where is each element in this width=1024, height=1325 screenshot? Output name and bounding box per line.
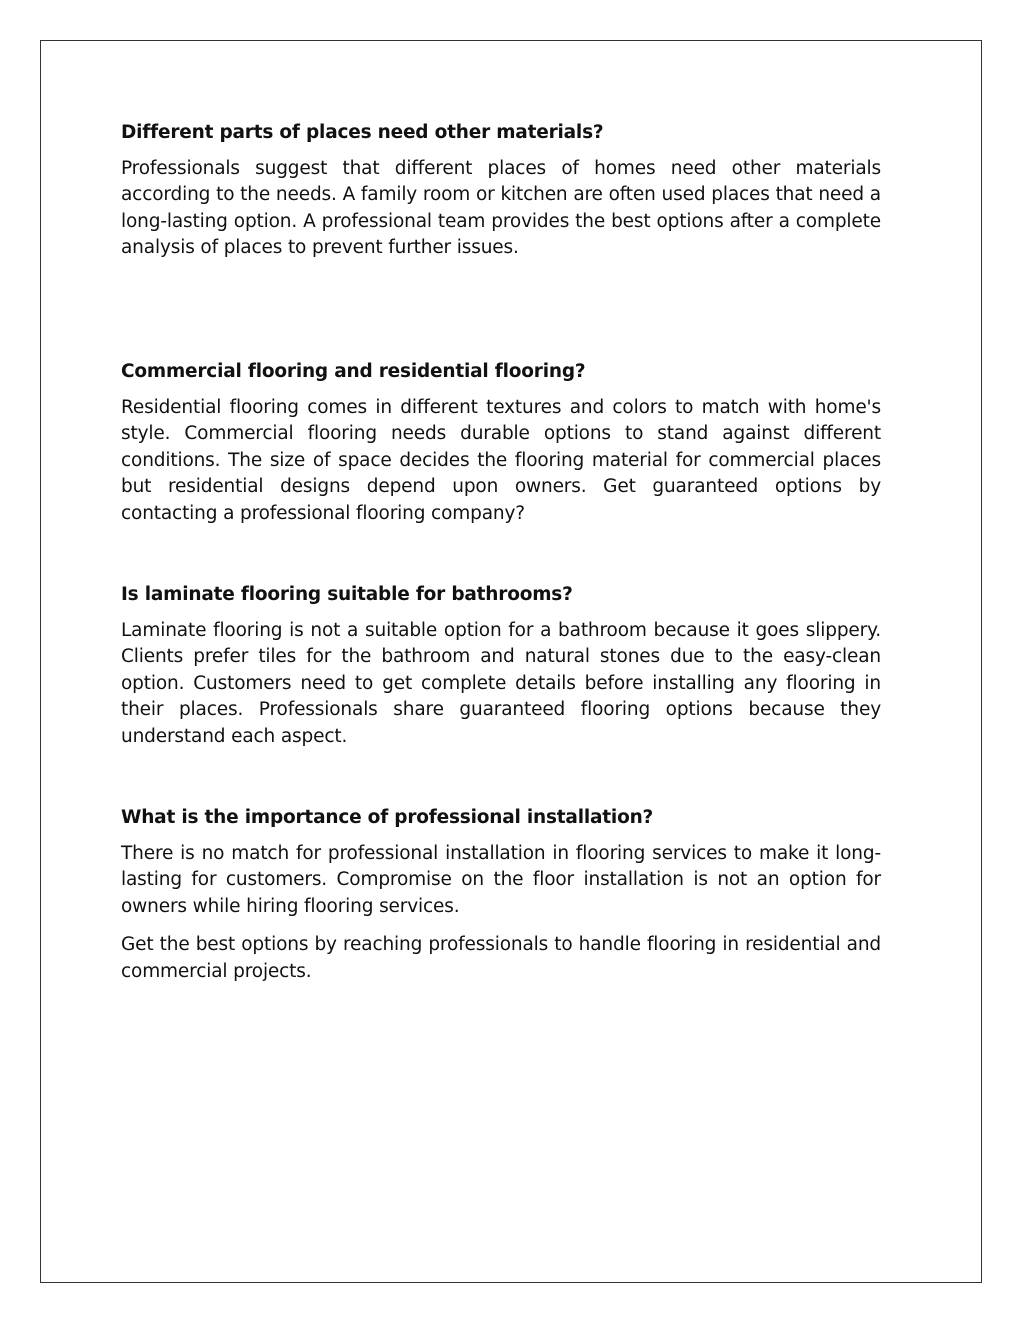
section-heading: What is the importance of professional installation? [121,807,654,828]
section-paragraph: Get the best options by reaching professionals to handle flooring in residential and commercial projects. [121,934,881,982]
section-laminate-bathrooms [121,582,881,762]
section-material-needs [121,120,881,274]
section-professional-installation [121,805,881,997]
section-heading: Different parts of places need other materials? [121,122,604,143]
section-heading: Commercial flooring and residential flooring? [121,361,586,382]
section-paragraph: Professionals suggest that different places of homes need other materials according to the needs. A family room or kitchen are often used places that need a long-lasting option. A professional team provides the best options after a complete analysis of places to prevent further issues. [121,158,881,259]
section-commercial-residential [121,359,881,539]
section-paragraph: There is no match for professional installation in flooring services to make it long-lasting for customers. Compromise on the floor installation is not an option for owners while hiring flooring services. [121,843,881,917]
section-heading: Is laminate flooring suitable for bathrooms? [121,584,573,605]
section-paragraph: Laminate flooring is not a suitable option for a bathroom because it goes slippery. Clients prefer tiles for the bathroom and natural stones due to the easy-clean option. Customers need to get complete details before installing any flooring in their places. Professionals share guaranteed flooring options because they understand each aspect. [121,620,881,747]
section-paragraph: Residential flooring comes in different textures and colors to match with home's style. Commercial flooring needs durable options to stand against different conditions. The size of space decides the flooring material for commercial places but residential designs depend upon owners. Get guaranteed options by contacting a professional flooring company? [121,397,881,524]
